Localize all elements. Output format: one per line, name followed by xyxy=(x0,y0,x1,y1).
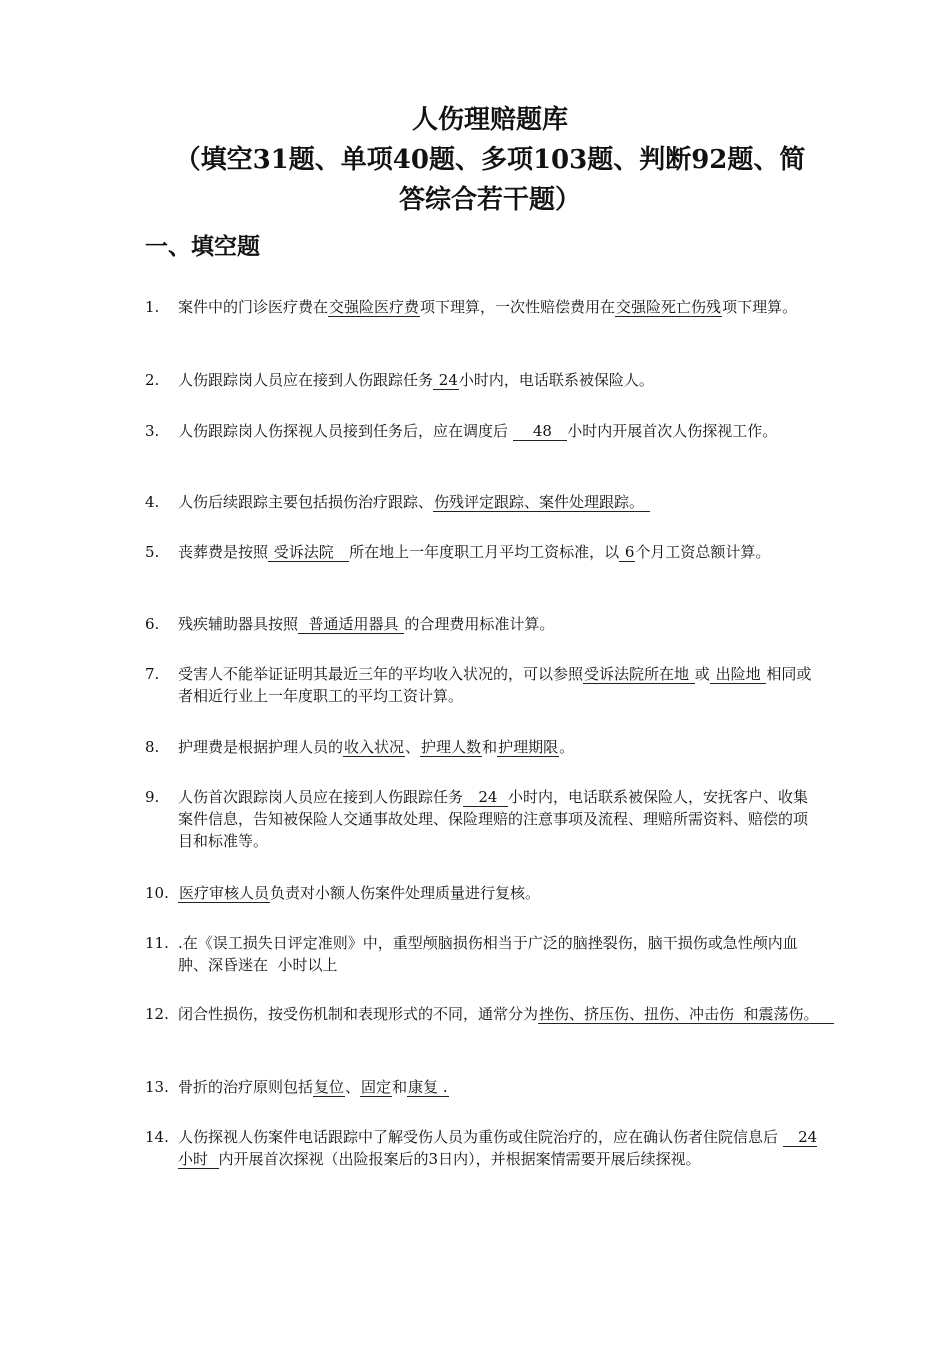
question-number: 2. xyxy=(145,371,160,389)
question-fragment: 项下理算。 xyxy=(722,298,798,316)
question-number: 4. xyxy=(145,493,160,511)
question-number: 7. xyxy=(145,665,160,683)
question-text xyxy=(178,736,820,758)
question-number: 1. xyxy=(145,298,160,316)
answer-blank: 护理人数 xyxy=(421,738,482,756)
document-title xyxy=(150,100,830,220)
answer-blank: 受诉法院 xyxy=(269,543,349,561)
question-fragment: 护理费是根据护理人员的 xyxy=(178,738,344,756)
question-fragment: 受害人不能举证证明其最近三年的平均收入状况的，可以参照 xyxy=(178,665,584,683)
question-text xyxy=(178,663,820,707)
question-item xyxy=(145,663,820,707)
question-fragment: 骨折的治疗原则包括 xyxy=(178,1078,314,1096)
section-heading: 一、填空题 xyxy=(145,233,260,260)
question-fragment: 或 xyxy=(694,665,710,683)
question-item xyxy=(145,541,820,563)
question-fragment: 人伤后续跟踪主要包括损伤治疗跟踪、 xyxy=(178,493,434,511)
question-number: 6. xyxy=(145,615,160,633)
question-fragment: 。 xyxy=(559,738,575,756)
question-fragment: 、 xyxy=(345,1078,361,1096)
question-fragment: 内开展首次探视（出险报案后的3日内），并根据案情需要开展后续探视。 xyxy=(218,1150,701,1168)
question-text xyxy=(178,491,820,513)
question-fragment: 和 xyxy=(482,738,498,756)
question-item xyxy=(145,1076,820,1098)
question-number: 12. xyxy=(145,1005,169,1023)
answer-blank: 伤残评定跟踪、案件处理跟踪。 xyxy=(434,493,649,511)
question-item xyxy=(145,736,820,758)
question-item xyxy=(145,491,820,513)
question-number: 14. xyxy=(145,1128,169,1146)
question-fragment: 案件中的门诊医疗费在 xyxy=(178,298,329,316)
question-item xyxy=(145,1126,820,1170)
question-fragment: 闭合性损伤，按受伤机制和表现形式的不同，通常分为 xyxy=(178,1005,539,1023)
question-fragment: 人伤首次跟踪岗人员应在接到人伤跟踪任务 xyxy=(178,788,464,806)
answer-blank: 出险地 xyxy=(710,665,766,683)
question-item xyxy=(145,786,820,852)
question-item xyxy=(145,882,820,904)
question-number: 13. xyxy=(145,1078,169,1096)
answer-blank: 24 xyxy=(464,788,507,806)
question-item xyxy=(145,420,820,442)
question-text xyxy=(178,541,820,563)
question-text xyxy=(178,882,820,904)
answer-blank: 24小时 xyxy=(178,1128,818,1168)
question-fragment: 人伤探视人伤案件电话跟踪中了解受伤人员为重伤或住院治疗的，应在确认伤者住院信息后 xyxy=(178,1128,783,1146)
question-number: 5. xyxy=(145,543,160,561)
question-fragment: 个月工资总额计算。 xyxy=(635,543,771,561)
question-fragment: 项下理算，一次性赔偿费用在 xyxy=(420,298,616,316)
answer-blank: 交强险医疗费 xyxy=(329,298,420,316)
question-fragment: 小时内开展首次人伤探视工作。 xyxy=(567,422,778,440)
answer-blank: 普通适用器具 xyxy=(299,615,404,633)
question-text xyxy=(178,786,820,852)
question-item xyxy=(145,296,820,318)
question-item xyxy=(145,369,820,391)
question-text xyxy=(178,369,820,391)
question-fragment: .在《误工损失日评定准则》中，重型颅脑损伤相当于广泛的脑挫裂伤，脑干损伤或急性颅内血肿、深昏迷在 小时以上 xyxy=(178,934,798,974)
question-fragment: 残疾辅助器具按照 xyxy=(178,615,299,633)
question-fragment: 小时内，电话联系被保险人。 xyxy=(458,371,654,389)
answer-blank: 康复 . xyxy=(408,1078,448,1096)
answer-blank: 收入状况 xyxy=(344,738,405,756)
answer-blank: 复位 xyxy=(314,1078,345,1096)
title-line-1: 人伤理赔题库 xyxy=(411,105,568,135)
answer-blank: 医疗审核人员 xyxy=(179,884,270,902)
question-number: 11. xyxy=(145,934,169,952)
question-text xyxy=(178,1126,820,1170)
question-fragment: 丧葬费是按照 xyxy=(178,543,269,561)
title-line-3: 答综合若干题） xyxy=(398,185,581,215)
question-fragment: 相同或者相近行业上一年度职工的平均工资计算。 xyxy=(178,665,812,705)
question-text xyxy=(178,1076,820,1098)
question-number: 9. xyxy=(145,788,160,806)
question-text xyxy=(178,296,820,318)
answer-blank: 护理期限 xyxy=(498,738,559,756)
question-fragment: 所在地上一年度职工月平均工资标准，以 xyxy=(349,543,620,561)
question-item xyxy=(145,613,820,635)
question-text xyxy=(178,932,820,976)
question-fragment: 、 xyxy=(405,738,421,756)
question-fragment: 和 xyxy=(392,1078,408,1096)
question-fragment: 的合理费用标准计算。 xyxy=(404,615,555,633)
question-fragment: 人伤跟踪岗人员应在接到人伤跟踪任务 xyxy=(178,371,434,389)
answer-blank: 挫伤、挤压伤、扭伤、冲击伤 和震荡伤。 xyxy=(539,1005,833,1023)
question-item xyxy=(145,1003,833,1025)
answer-blank: 6 xyxy=(620,543,635,561)
question-text xyxy=(178,613,820,635)
answer-blank: 48 xyxy=(513,422,567,440)
question-number: 3. xyxy=(145,422,160,440)
question-text xyxy=(178,1003,833,1025)
answer-blank: 受诉法院所在地 xyxy=(584,665,694,683)
answer-blank: 固定 xyxy=(361,1078,392,1096)
question-item xyxy=(145,932,820,976)
answer-blank: 24 xyxy=(434,371,458,389)
answer-blank: 交强险死亡伤残 xyxy=(616,298,722,316)
question-number: 8. xyxy=(145,738,160,756)
question-fragment: 小时内，电话联系被保险人，安抚客户、收集案件信息，告知被保险人交通事故处理、保险理赔的注意事项及流程、理赔所需资料、赔偿的项目和标准等。 xyxy=(178,788,809,850)
title-line-2: （填空31题、单项40题、多项103题、判断92题、简 xyxy=(174,145,806,175)
question-number: 10. xyxy=(145,884,169,902)
question-text xyxy=(178,420,820,442)
question-fragment: 负责对小额人伤案件处理质量进行复核。 xyxy=(270,884,541,902)
question-fragment: 人伤跟踪岗人伤探视人员接到任务后，应在调度后 xyxy=(178,422,513,440)
